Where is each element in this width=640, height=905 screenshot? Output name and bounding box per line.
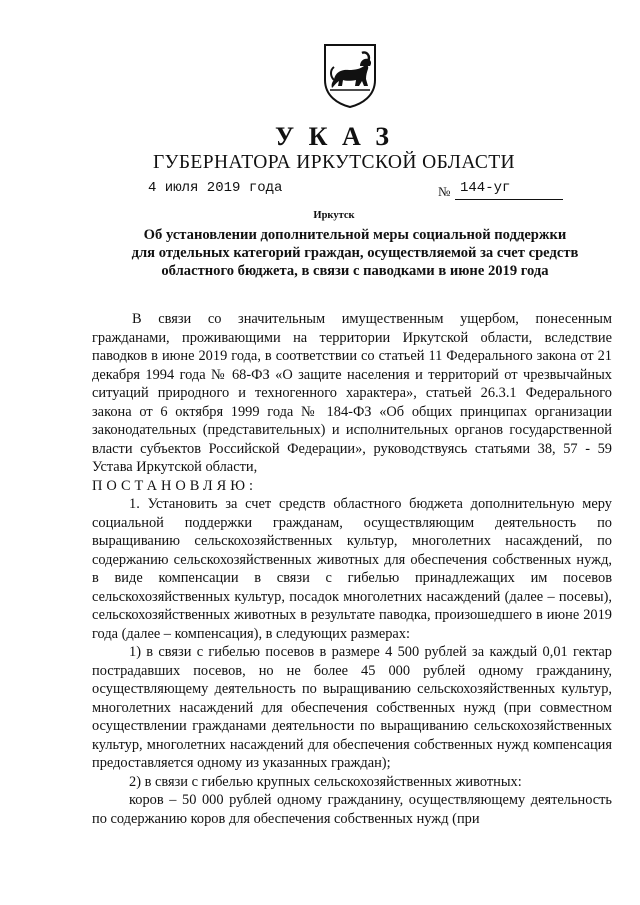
heading-line: для отдельных категорий граждан, осуществляемой за счет средств [131,245,579,261]
decree-heading [95,226,615,280]
subclause-2-paragraph: 2) в связи с гибелью крупных сельскохозяйственных животных: [129,773,522,790]
clause-1-paragraph: 1. Установить за счет средств областного бюджета дополнительную меру социальной поддержки гражданам, осуществляющим деятельность по выращиванию сельскохозяйственных культур, многолетних насаждений, по содержанию сельскохозяйственных животных для обеспечения собственных нужд, в виде компенсации в связи с гибелью принадлежащих им посевов сельскохозяйственных культур, посадок многолетних насаждений (далее – посевы), сельскохозяйственных животных в результате паводка, произошедшего в июне 2019 года (далее – компенсация), в следующих размерах: [92,496,612,642]
issuer-title: ГУБЕРНАТОРА ИРКУТСКОЙ ОБЛАСТИ [152,152,516,173]
cows-paragraph: коров – 50 000 рублей одному гражданину, осуществляющему деятельность по содержанию коров для обеспечения собственных нужд (при [92,792,612,827]
decree-body [92,310,612,828]
number-sign: № [438,184,451,199]
document-date: 4 июля 2019 года [148,180,283,196]
number-underline [455,199,563,200]
heading-line: областного бюджета, в связи с паводками в июне 2019 года [161,263,549,279]
document-type-title: У К А З [275,122,393,151]
document-number: 144-уг [460,180,511,196]
irkutsk-coat-of-arms-icon [322,42,378,108]
city-label: Иркутск [313,210,355,221]
decree-word: ПОСТАНОВЛЯЮ: [92,477,258,494]
heading-line: Об установлении дополнительной меры социальной поддержки [143,227,567,243]
preamble-paragraph: В связи со значительным имущественным ущербом, понесенным гражданами, проживающими на территории Иркутской области, вследствие паводков в июне 2019 года, в соответствии со статьей 11 Федерального закона от 21 декабря 1994 года № 68-ФЗ «О защите населения и территорий от чрезвычайных ситуаций природного и техногенного характера», статьей 26.3.1 Федерального закона от 6 октября 1999 года № 184-ФЗ «Об общих принципах организации законодательных (представительных) и исполнительных органов государственной власти субъектов Российской Федерации», руководствуясь статьями 38, 57 - 59 Устава Иркутской области, [92,311,612,475]
subclause-1-paragraph: 1) в связи с гибелью посевов в размере 4 500 рублей за каждый 0,01 гектар пострадавших посевов, но не более 45 000 рублей одному гражданину, осуществляющему деятельность по выращиванию сельскохозяйственных культур, многолетних насаждений для обеспечения собственных нужд (при совместном осуществлении гражданами деятельности по выращиванию сельскохозяйственных культур, многолетних насаждений для обеспечения собственных нужд компенсация предоставляется одному из указанных граждан); [92,644,612,771]
